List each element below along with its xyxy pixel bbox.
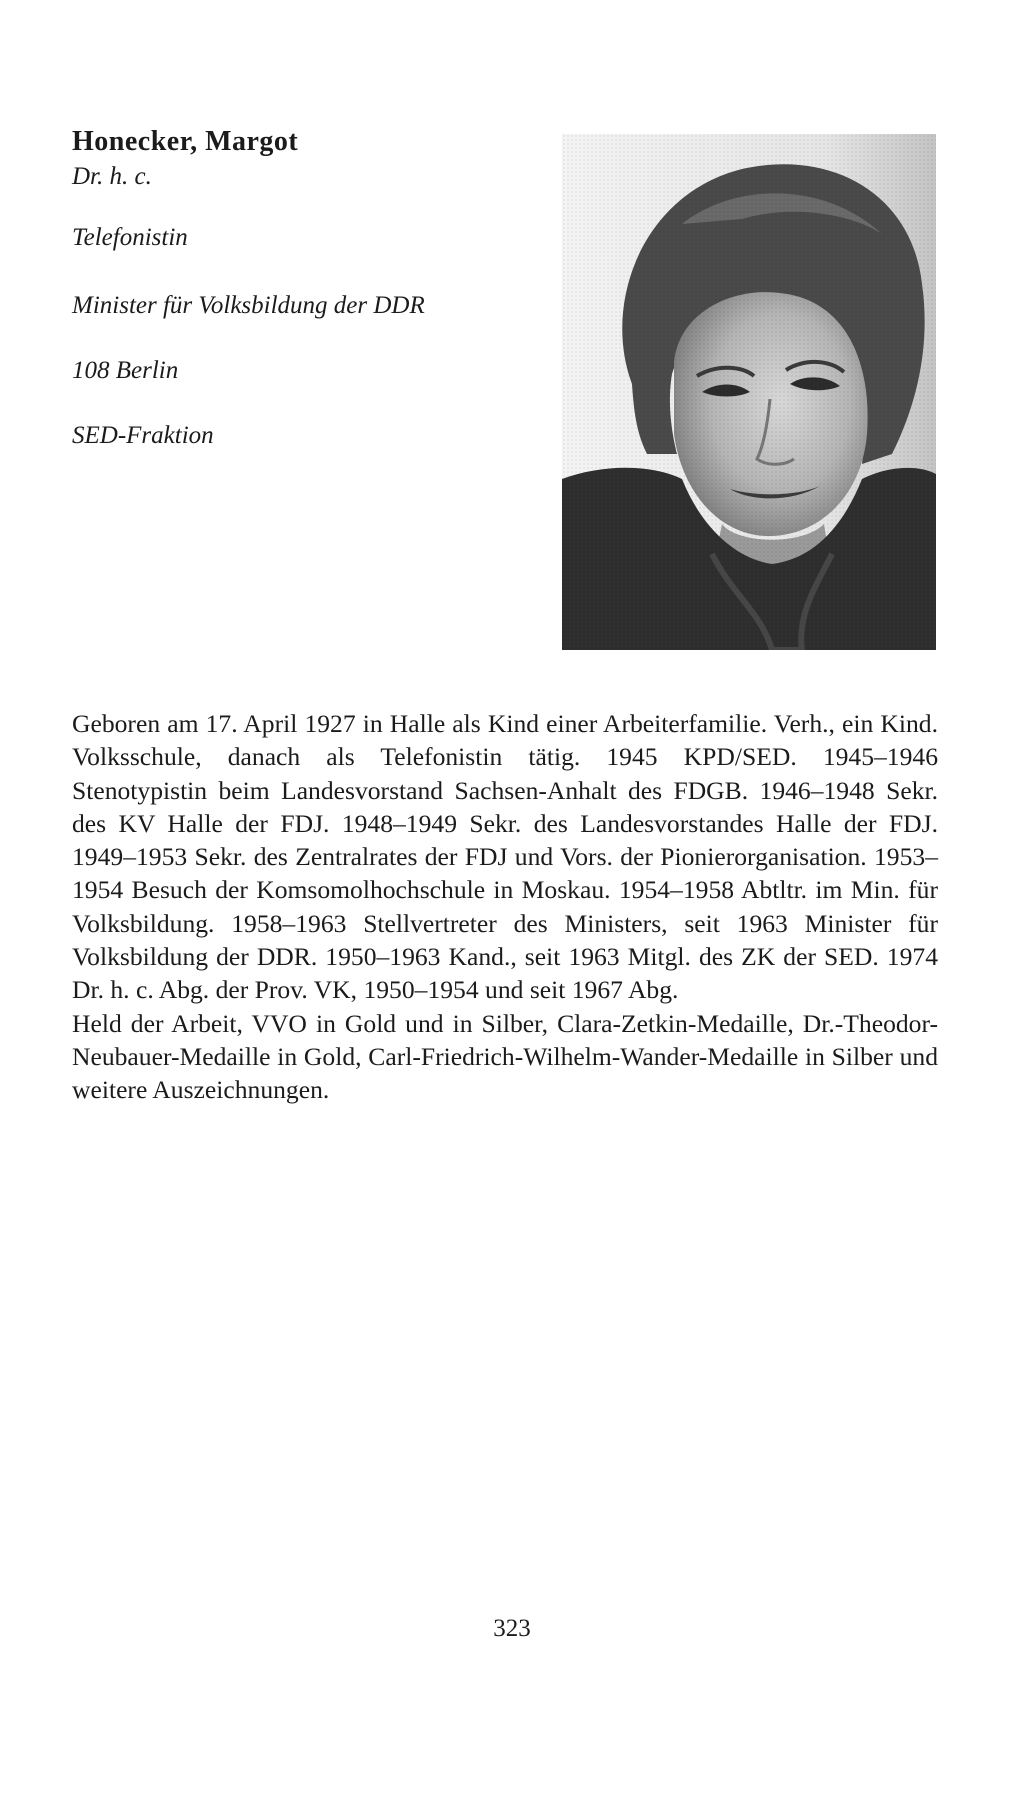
academic-title: Dr. h. c. bbox=[72, 163, 152, 190]
location: 108 Berlin bbox=[72, 357, 179, 384]
biography bbox=[72, 707, 938, 1107]
portrait-photo bbox=[562, 134, 936, 650]
biography-paragraph: Held der Arbeit, VVO in Gold und in Silber, Clara-Zetkin-Medaille, Dr.-Theodor-Neubauer-Medaille in Gold, Carl-Friedrich-Wilhelm-Wander-Medaille in Silber und weitere Auszeichnungen. bbox=[72, 1008, 938, 1105]
faction: SED-Fraktion bbox=[72, 422, 214, 449]
person-name: Honecker, Margot bbox=[72, 126, 299, 157]
position: Minister für Volksbildung der DDR bbox=[72, 292, 425, 319]
page-number: 323 bbox=[493, 1615, 531, 1642]
occupation: Telefonistin bbox=[72, 224, 188, 251]
biography-paragraph: Geboren am 17. April 1927 in Halle als Kind einer Arbeiterfamilie. Verh., ein Kind. Volksschule, danach als Telefonistin tätig. 1945 KPD/SED. 1945–1946 Stenotypistin beim Landesvorstand Sachsen-Anhalt des FDGB. 1946–1948 Sekr. des KV Halle der FDJ. 1948–1949 Sekr. des Landesvorstandes Halle der FDJ. 1949–1953 Sekr. des Zentralrates der FDJ und Vors. der Pionierorganisation. 1953–1954 Besuch der Komsomolhochschule in Moskau. 1954–1958 Abtltr. im Min. für Volksbildung. 1958–1963 Stellvertreter des Ministers, seit 1963 Minister für Volksbildung der DDR. 1950–1963 Kand., seit 1963 Mitgl. des ZK der SED. 1974 Dr. h. c. Abg. der Prov. VK, 1950–1954 und seit 1967 Abg. bbox=[72, 709, 938, 1005]
